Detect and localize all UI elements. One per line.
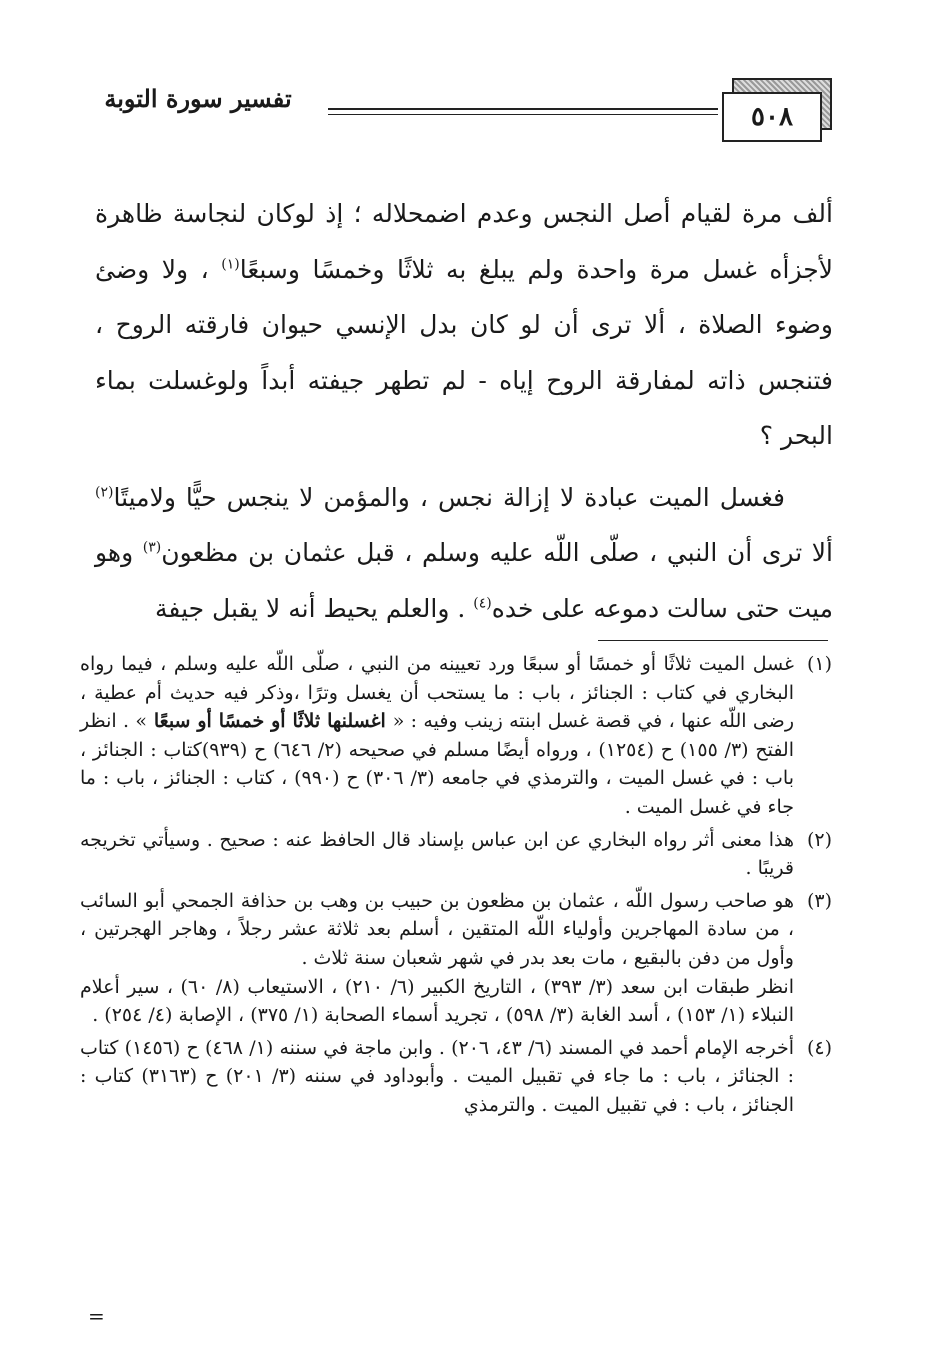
header-rule-thin xyxy=(328,114,718,115)
footnote-2 xyxy=(80,826,832,883)
footnote-4 xyxy=(80,1034,832,1120)
footnote-2-number: (٢) xyxy=(806,828,832,851)
footnote-separator xyxy=(598,640,828,641)
footnote-4-number: (٤) xyxy=(806,1036,833,1059)
footnotes xyxy=(80,650,832,1124)
continuation-mark: = xyxy=(88,1304,105,1328)
footnote-2-text: هذا معنى أثر رواه البخاري عن ابن عباس بإسناد قال الحافظ عنه : صحيح . وسيأتي تخريجه قريبًا . xyxy=(80,828,794,880)
footnote-ref-4: (٤) xyxy=(473,595,492,612)
paragraph-1-text: ألف مرة لقيام أصل النجس وعدم اضمحلاله ؛ إذ لوكان لنجاسة ظاهرة لأجزأه غسل مرة واحدة ولم يبلغ به ثلاثًا وخمسًا وسبعًا xyxy=(95,199,833,284)
footnote-1 xyxy=(80,650,832,822)
running-header-title: تفسير سورة التوبة xyxy=(104,84,292,113)
header-rule xyxy=(328,108,718,110)
footnote-ref-3: (٣) xyxy=(142,539,162,556)
footnote-1-number: (١) xyxy=(806,653,832,675)
footnote-3-text-b: انظر طبقات ابن سعد (٣/ ٣٩٣) ، التاريخ الكبير (٦/ ٢١٠) ، الاستيعاب (٨/ ٦٠) ، سير أعلام النبلاء (١/ ١٥٣) ، أسد الغابة (٣/ ٥٩٨) ، تجريد أسماء الصحابة (١/ ٣٧٥) ، الإصابة (٤/ ٢٥٤) . xyxy=(80,975,794,1027)
footnote-1-text-b: » . انظر الفتح (٣/ ١٥٥) ح (١٢٥٤) ، ورواه أيضًا مسلم في صحيحه (٢/ ٦٤٦) ح (٩٣٩)كتاب : الجنائز ، باب : في غسل الميت ، والترمذي في جامعه (٣/ ٣٠٦) ح (٩٩٠) ، كتاب : الجنائز ، باب : ما جاء في غسل الميت . xyxy=(80,710,795,818)
main-text xyxy=(95,186,833,636)
paragraph-2-part-c: وهو ميت حتى سالت دموعه على خده xyxy=(95,538,833,623)
footnote-ref-1: (١) xyxy=(221,256,240,273)
paragraph-1-tail: ، ولا وضئ وضوء الصلاة ، ألا ترى أن لو كان بدل الإنسي حيوان فارقته الروح ، فتنجس ذاته لمفارقة الروح إياه - لم تطهر جيفته أبداً ولوغسلت بماء البحر ؟ xyxy=(95,254,833,450)
paragraph-2 xyxy=(95,470,833,637)
paragraph-2-part-b: ألا ترى أن النبي ، صلّى اللّه عليه وسلم ، قبل عثمان بن مظعون xyxy=(161,538,833,567)
paragraph-2-part-d: . والعلم يحيط أنه لا يقبل جيفة xyxy=(155,593,474,623)
footnote-3-text-a: هو صاحب رسول اللّه ، عثمان بن مظعون بن حبيب بن وهب بن حذافة الجمحي أبو السائب ، من سادة المهاجرين وأولياء اللّه المتقين ، أسلم بعد ثلاثة عشر رجلاً ، وهاجر الهجرتين ، وأول من دفن بالبقيع ، مات بعد بدر في شهر شعبان سنة ثلاث . xyxy=(80,889,794,969)
footnote-4-text: أخرجه الإمام أحمد في المسند (٦/ ٤٣، ٢٠٦) . وابن ماجة في سننه (١/ ٤٦٨) ح (١٤٥٦) كتاب : الجنائز ، باب : ما جاء في تقبيل الميت . وأبوداود في سننه (٣/ ٢٠١) ح (٣١٦٣) كتاب : الجنائز ، باب : في تقبيل الميت . والترمذي xyxy=(80,1036,795,1116)
footnote-1-text-a: غسل الميت ثلاثًا أو خمسًا أو سبعًا ورد تعيينه من النبي ، صلّى اللّه عليه وسلم ، فيما رواه البخاري في كتاب : الجنائز ، باب : ما يستحب أن يغسل وترًا ،وذكر فيه حديث أم عطية ، رضى اللّه عنها ، في قصة غسل ابنته زينب وفيه : « xyxy=(80,653,794,733)
footnote-3 xyxy=(80,887,832,1030)
footnote-3-number: (٣) xyxy=(806,889,832,912)
paragraph-1 xyxy=(95,186,833,464)
footnote-1-bold-quote: اغسلنها ثلاثًا أو خمسًا أو سبعًا xyxy=(146,710,393,733)
footnote-ref-2: (٢) xyxy=(95,484,114,501)
page-number: ٥٠٨ xyxy=(722,92,822,142)
paragraph-2-part-a: فغسل الميت عبادة لا إزالة نجس ، والمؤمن لا ينجس حيًّا ولاميتًا xyxy=(113,482,785,512)
